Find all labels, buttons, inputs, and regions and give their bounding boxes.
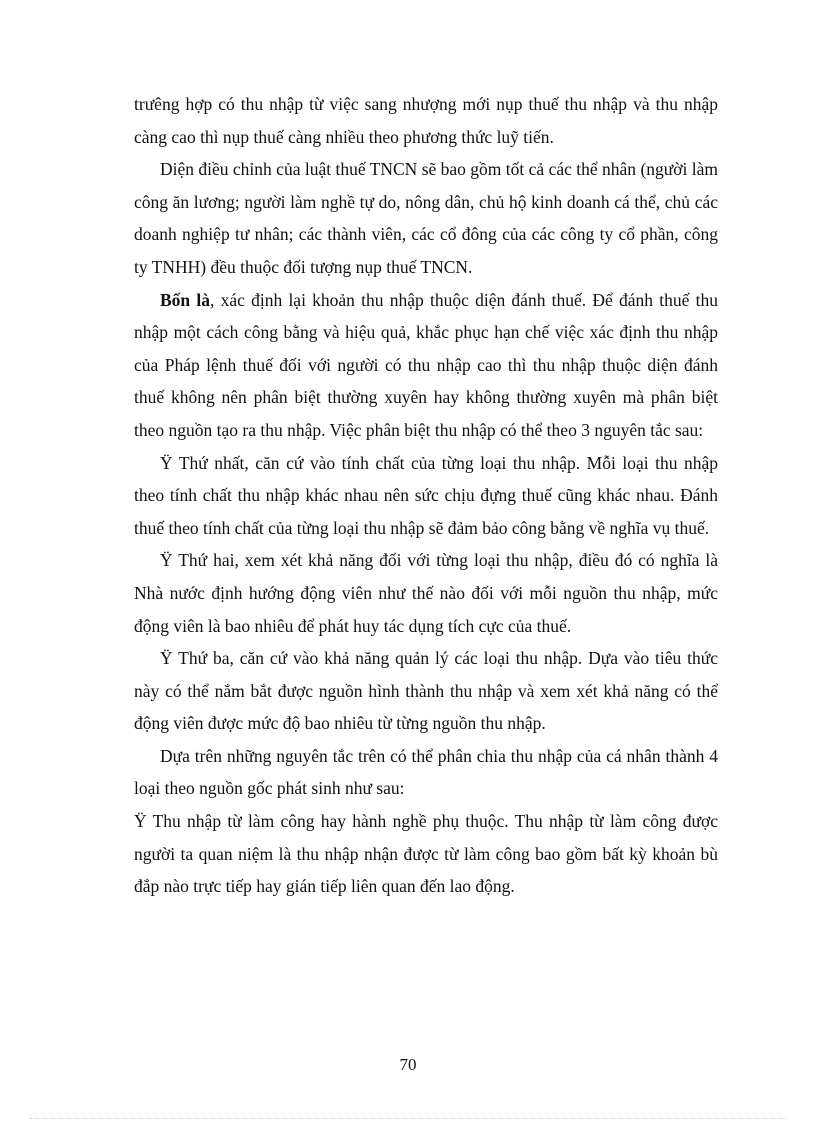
page-number: 70	[399, 1055, 417, 1074]
bottom-divider	[30, 1118, 786, 1119]
paragraph-lead: Bốn là	[160, 289, 210, 310]
paragraph-text: Ÿ Thứ nhất, căn cứ vào tính chất của từng loại thu nhập. Mỗi loại thu nhập theo tính chất thu nhập khác nhau nên sức chịu đựng thuế cũng khác nhau. Đánh thuế theo tính chất của từng loại thu nhập sẽ đảm bảo công bằng về nghĩa vụ thuế.	[134, 452, 718, 538]
paragraph-text: Diện điều chỉnh của luật thuế TNCN sẽ bao gồm tốt cả các thể nhân (người làm công ăn lương; người làm nghề tự do, nông dân, chủ hộ kinh doanh cá thể, chủ các doanh nghiệp tư nhân; các thành viên, các cổ đông của các công ty cổ phần, công ty TNHH) đều thuộc đối tượng nụp thuế TNCN.	[134, 159, 718, 277]
paragraph-text: Ÿ Thứ hai, xem xét khả năng đối với từng loại thu nhập, điều đó có nghĩa là Nhà nước định hướng động viên như thế nào đối với mỗi nguồn thu nhập, mức động viên là bao nhiêu để phát huy tác dụng tích cực của thuế.	[134, 550, 718, 636]
paragraph-7	[134, 740, 718, 805]
paragraph-text: Ÿ Thứ ba, căn cứ vào khả năng quản lý các loại thu nhập. Dựa vào tiêu thức này có thể nắm bắt được nguồn hình thành thu nhập và xem xét khả năng có thể động viên được mức độ bao nhiêu từ từng nguồn thu nhập.	[134, 648, 718, 734]
paragraph-text: trưêng hợp có thu nhập từ việc sang nhượng mới nụp thuế thu nhập và thu nhập càng cao thì nụp thuế càng nhiều theo phương thức luỹ tiến.	[134, 94, 718, 147]
paragraph-8	[134, 805, 718, 903]
paragraph-3	[134, 284, 718, 447]
paragraph-2	[134, 153, 718, 283]
body-text	[134, 88, 718, 903]
paragraph-text: Dựa trên những nguyên tắc trên có thể phân chia thu nhập của cá nhân thành 4 loại theo nguồn gốc phát sinh như sau:	[134, 745, 718, 799]
paragraph-4	[134, 447, 718, 545]
paragraph-text: , xác định lại khoản thu nhập thuộc diện đánh thuế. Để đánh thuế thu nhập một cách công bằng và hiệu quả, khắc phục hạn chế việc xác định thu nhập của Pháp lệnh thuế đối với người có thu nhập cao thì thu nhập thuộc diện đánh thuế không nên phân biệt thường xuyên hay không thường xuyên mà phân biệt theo nguồn tạo ra thu nhập. Việc phân biệt thu nhập có thể theo 3 nguyên tắc sau:	[134, 289, 718, 440]
paragraph-5	[134, 544, 718, 642]
paragraph-1	[134, 88, 718, 153]
paragraph-6	[134, 642, 718, 740]
paragraph-text: Ÿ Thu nhập từ làm công hay hành nghề phụ thuộc. Thu nhập từ làm công được người ta quan niệm là thu nhập nhận được từ làm công bao gồm bất kỳ khoản bù đắp nào trực tiếp hay gián tiếp liên quan đến lao động.	[134, 811, 718, 897]
